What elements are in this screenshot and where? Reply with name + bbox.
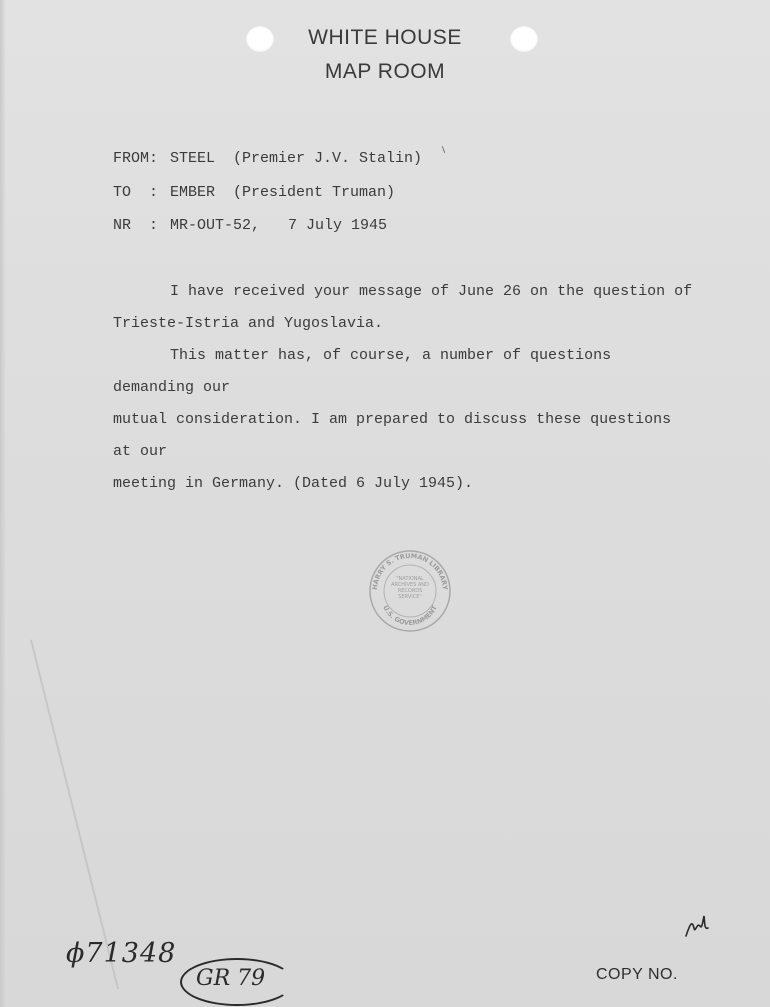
page-edge-shadow (0, 0, 6, 1007)
copy-number-label: COPY NO. (596, 966, 678, 983)
pen-tick-mark (442, 146, 445, 153)
paragraph-2-line-3: meeting in Germany. (Dated 6 July 1945). (113, 475, 474, 492)
letterhead-map-room: MAP ROOM (324, 60, 446, 83)
message-paragraph-1 (113, 276, 693, 340)
handwritten-gr-label: GR 79 (196, 966, 266, 991)
truman-library-stamp (367, 548, 453, 634)
stamp-inner-text: "NATIONAL ARCHIVES AND RECORDS SERVICE" (391, 576, 429, 600)
from-label: FROM: (113, 150, 159, 167)
nr-date: 7 July 1945 (288, 217, 388, 234)
paragraph-2-line-2: mutual consideration. I am prepared to discuss these questions at our (113, 411, 672, 460)
paragraph-2-line-1: This matter has, of course, a number of questions demanding our (113, 347, 612, 396)
paragraph-1-line-1: I have received your message of June 26 on the question of (170, 283, 693, 300)
page-crease (30, 640, 119, 990)
nr-label: NR : (113, 217, 159, 234)
stamp-outer-text: HARRY S. TRUMAN LIBRARY (370, 551, 450, 591)
paragraph-1-line-2: Trieste-Istria and Yugoslavia. (113, 315, 384, 332)
to-label: TO : (113, 184, 159, 201)
from-value: STEEL (Premier J.V. Stalin) (170, 150, 423, 167)
nr-value: MR-OUT-52, (170, 217, 261, 234)
stamp-bottom-text: U.S. GOVERNMENT (381, 604, 439, 628)
handwritten-document-number: ϕ71348 (66, 938, 177, 969)
handwritten-initials-icon (682, 912, 712, 942)
message-paragraph-2 (113, 340, 693, 500)
to-value: EMBER (President Truman) (170, 184, 396, 201)
letterhead-white-house: WHITE HOUSE (308, 26, 462, 49)
svg-text:U.S. GOVERNMENT (381, 604, 439, 627)
